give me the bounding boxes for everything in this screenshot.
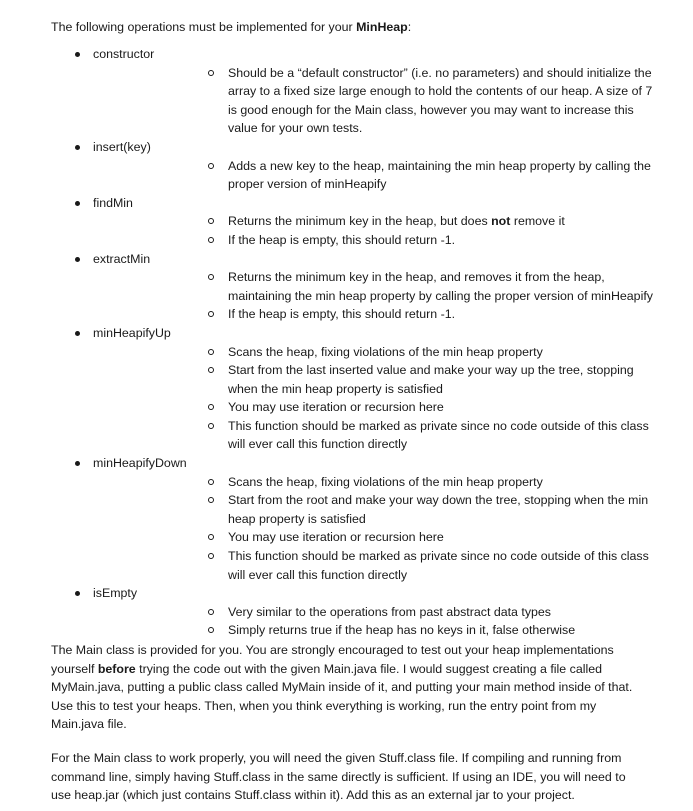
detail-item: You may use iteration or recursion here (93, 528, 693, 547)
intro-emphasis: MinHeap (356, 20, 408, 34)
stuff-class-paragraph: For the Main class to work properly, you will need the given Stuff.class file. If compiling and running from command line, simply having Stuff.class in the same directly is sufficient. If using an IDE, you will need to use heap.jar (which just contains Stuff.class within it). Add this as an external jar to your project. (51, 751, 626, 803)
operation-details (93, 603, 693, 640)
detail-item (93, 212, 693, 231)
detail-emphasis: not (491, 214, 511, 229)
operation-name: insert(key) (93, 139, 151, 154)
paragraph-text: The Main class is provided for you. You are strongly encouraged to test out your heap implementations yourself (51, 643, 614, 676)
operation-details (93, 473, 693, 585)
operation-details (93, 64, 693, 138)
detail-item: Start from the last inserted value and make your way up the tree, stopping when the min heap property is satisfied (93, 361, 693, 398)
intro-line (51, 18, 673, 37)
detail-item: Scans the heap, fixing violations of the min heap property (93, 343, 693, 362)
operation-name: constructor (93, 47, 155, 61)
operations-list (0, 45, 693, 640)
detail-item: Scans the heap, fixing violations of the min heap property (93, 473, 693, 492)
operation-name: findMin (93, 195, 133, 210)
detail-item: This function should be marked as private since no code outside of this class will ever call this function directly (93, 417, 693, 454)
operation-name: minHeapifyUp (93, 325, 171, 340)
operation-item (0, 324, 693, 454)
detail-item: Very similar to the operations from past abstract data types (93, 603, 693, 622)
main-class-paragraph (51, 641, 643, 734)
operation-name: minHeapifyDown (93, 456, 187, 471)
detail-item: If the heap is empty, this should return -1. (93, 305, 693, 324)
paragraph-text-suffix: trying the code out with the given Main.java file. I would suggest creating a file called MyMain.java, putting a public class called MyMain inside of it, and putting your main method inside of that. Use this to test your heaps. Then, when you think everything is working, run the entry point from my Main.java file. (51, 661, 633, 732)
operation-details (93, 157, 693, 194)
operation-item (0, 250, 693, 324)
paragraph-emphasis: before (97, 661, 136, 676)
intro-text: The following operations must be implemented for your (51, 20, 357, 34)
detail-text: Returns the minimum key in the heap, but does (228, 214, 492, 229)
operation-name: isEmpty (93, 586, 138, 601)
operation-item (0, 194, 693, 250)
operation-item (0, 45, 693, 138)
detail-text-suffix: remove it (510, 214, 565, 229)
detail-item: If the heap is empty, this should return -1. (93, 231, 693, 250)
detail-item: You may use iteration or recursion here (93, 398, 693, 417)
detail-item: Should be a “default constructor” (i.e. no parameters) and should initialize the array to a fixed size large enough to hold the contents of our heap. A size of 7 is good enough for the Main class, however you may want to increase this value for your own tests. (93, 64, 693, 138)
operation-details (93, 212, 693, 249)
detail-item: This function should be marked as private since no code outside of this class will ever call this function directly (93, 547, 693, 584)
detail-item: Start from the root and make your way down the tree, stopping when the min heap property is satisfied (93, 491, 693, 528)
detail-item: Returns the minimum key in the heap, and removes it from the heap, maintaining the min heap property by calling the proper version of minHeapify (93, 268, 693, 305)
operation-name: extractMin (93, 251, 151, 266)
operation-item (0, 454, 693, 584)
operation-details (93, 268, 693, 324)
intro-suffix: : (407, 20, 412, 34)
operation-item (0, 138, 693, 194)
operation-item (0, 584, 693, 640)
detail-item: Simply returns true if the heap has no keys in it, false otherwise (93, 621, 693, 640)
detail-item: Adds a new key to the heap, maintaining the min heap property by calling the proper version of minHeapify (93, 157, 693, 194)
operation-details (93, 343, 693, 455)
